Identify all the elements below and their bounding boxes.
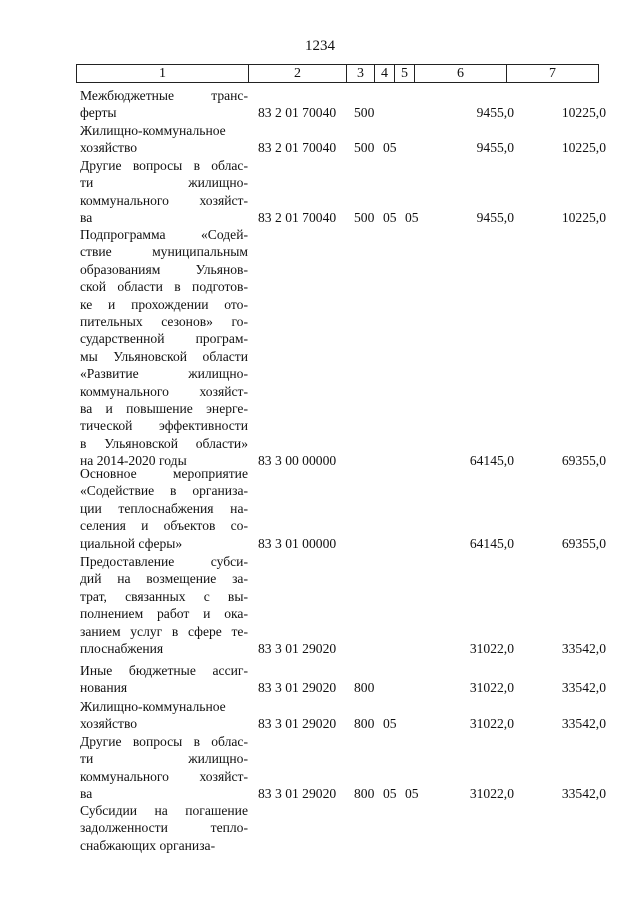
- row-name-line: хозяйство: [80, 140, 138, 156]
- row-name-line: на 2014-2020 годы: [80, 453, 187, 469]
- row-name-line: Подпрограмма «Содей-: [80, 227, 248, 242]
- row-name-line: ферты: [80, 105, 117, 121]
- row-amount-2021: 69355,0: [561, 453, 606, 469]
- row-name-line: полнением работ и ока-: [80, 606, 248, 622]
- row-amount-2021: 33542,0: [561, 641, 606, 656]
- row-vr: 500: [354, 140, 375, 156]
- row-name-line: ской области в подготов-: [80, 279, 248, 295]
- row-name-line: Межбюджетные транс-: [80, 88, 248, 103]
- table-row: [0, 733, 640, 803]
- column-header-1: 1: [77, 65, 249, 83]
- row-razdel: 05: [383, 786, 397, 802]
- table-row: [0, 122, 640, 157]
- row-name-line: трат, связанных с вы-: [80, 588, 248, 604]
- row-name-line: ти жилищно-: [80, 751, 248, 767]
- row-name-line: коммунального хозяйст-: [80, 768, 248, 784]
- row-name-line: плоснабжения: [80, 641, 164, 657]
- row-razdel: 05: [383, 140, 397, 156]
- row-name-line: ва и повышение энерге-: [80, 401, 248, 417]
- row-amount-2020: 64145,0: [469, 453, 514, 469]
- row-name-line: дий на возмещение за-: [80, 571, 248, 587]
- column-header-6: 6: [415, 65, 507, 83]
- row-name-line: ствие муниципальным: [80, 244, 248, 260]
- table-row: [0, 465, 640, 552]
- row-amount-2021: 69355,0: [561, 535, 606, 551]
- table-row: [0, 87, 640, 122]
- table-row: [0, 553, 640, 657]
- row-name-line: в Ульяновской области»: [80, 435, 248, 451]
- table-row: [0, 226, 640, 470]
- row-name-line: ва: [80, 786, 93, 802]
- table-row: [0, 802, 640, 854]
- row-name: [80, 226, 248, 470]
- row-name-line: образованиям Ульянов-: [80, 261, 248, 277]
- table-row: [0, 157, 640, 227]
- row-amount-2020: 9455,0: [476, 210, 514, 226]
- row-amount-2020: 31022,0: [469, 786, 514, 802]
- row-name-line: Основное мероприятие: [80, 466, 248, 481]
- row-code: 83 3 01 29020: [258, 786, 337, 802]
- row-name-line: мы Ульяновской области: [80, 348, 248, 364]
- row-name-line: сударственной програм-: [80, 331, 248, 347]
- row-razdel: 05: [383, 716, 397, 732]
- row-name-line: «Содействие в организа-: [80, 483, 248, 499]
- row-name-line: коммунального хозяйст-: [80, 383, 248, 399]
- table-row: [0, 698, 640, 733]
- column-header-2: 2: [249, 65, 347, 83]
- row-name-line: Жилищно-коммунальное: [80, 699, 226, 714]
- column-header-7: 7: [507, 65, 599, 83]
- row-name-line: снабжающих организа-: [80, 837, 216, 853]
- row-code: 83 3 01 29020: [258, 716, 337, 732]
- row-amount-2020: 31022,0: [469, 716, 514, 732]
- row-podrazdel: 05: [405, 210, 419, 226]
- row-name-line: хозяйство: [80, 716, 138, 732]
- row-vr: 800: [354, 680, 375, 696]
- row-amount-2020: 9455,0: [476, 105, 514, 121]
- row-name-line: ва: [80, 210, 93, 226]
- row-name-line: ке и прохождении ото-: [80, 296, 248, 312]
- row-amount-2021: 33542,0: [561, 716, 606, 732]
- row-name-line: «Развитие жилищно-: [80, 366, 248, 382]
- row-name-line: коммунального хозяйст-: [80, 192, 248, 208]
- row-name-line: занием услуг в сфере те-: [80, 623, 248, 639]
- row-code: 83 3 01 29020: [258, 641, 337, 656]
- row-code: 83 3 01 29020: [258, 680, 337, 696]
- row-vr: 800: [354, 716, 375, 732]
- column-header-4: 4: [375, 65, 395, 83]
- row-name-line: нования: [80, 680, 128, 696]
- row-vr: 500: [354, 210, 375, 226]
- row-amount-2021: 33542,0: [561, 786, 606, 802]
- row-code: 83 2 01 70040: [258, 140, 337, 156]
- row-podrazdel: 05: [405, 786, 419, 802]
- row-vr: 500: [354, 105, 375, 121]
- row-amount-2021: 10225,0: [561, 140, 606, 156]
- row-name-line: Предоставление субси-: [80, 554, 248, 569]
- row-razdel: 05: [383, 210, 397, 226]
- row-name-line: циальной сферы»: [80, 535, 183, 551]
- row-name-line: Иные бюджетные ассиг-: [80, 663, 248, 678]
- row-name-line: пительных сезонов» го-: [80, 314, 248, 330]
- row-name-line: ти жилищно-: [80, 175, 248, 191]
- page-number: 1234: [305, 38, 335, 54]
- row-name-line: ции теплоснабжения на-: [80, 500, 248, 516]
- row-amount-2020: 9455,0: [476, 140, 514, 156]
- row-amount-2021: 10225,0: [561, 105, 606, 121]
- row-amount-2020: 31022,0: [469, 641, 514, 656]
- row-name-line: Другие вопросы в облас-: [80, 158, 248, 173]
- row-code: 83 2 01 70040: [258, 210, 337, 226]
- row-name-line: Жилищно-коммунальное: [80, 123, 226, 138]
- row-name-line: Другие вопросы в облас-: [80, 734, 248, 749]
- table-row: [0, 662, 640, 697]
- column-header-5: 5: [395, 65, 415, 83]
- row-code: 83 3 01 00000: [258, 535, 337, 551]
- row-amount-2020: 64145,0: [469, 535, 514, 551]
- row-code: 83 2 01 70040: [258, 105, 337, 121]
- row-name-line: Субсидии на погашение: [80, 803, 248, 818]
- row-amount-2020: 31022,0: [469, 680, 514, 696]
- row-amount-2021: 33542,0: [561, 680, 606, 696]
- row-name-line: задолженности тепло-: [80, 820, 248, 836]
- row-amount-2021: 10225,0: [561, 210, 606, 226]
- column-header-3: 3: [347, 65, 375, 83]
- row-code: 83 3 00 00000: [258, 453, 337, 469]
- row-name-line: селения и объектов со-: [80, 518, 248, 534]
- row-name-line: тической эффективности: [80, 418, 248, 434]
- row-vr: 800: [354, 786, 375, 802]
